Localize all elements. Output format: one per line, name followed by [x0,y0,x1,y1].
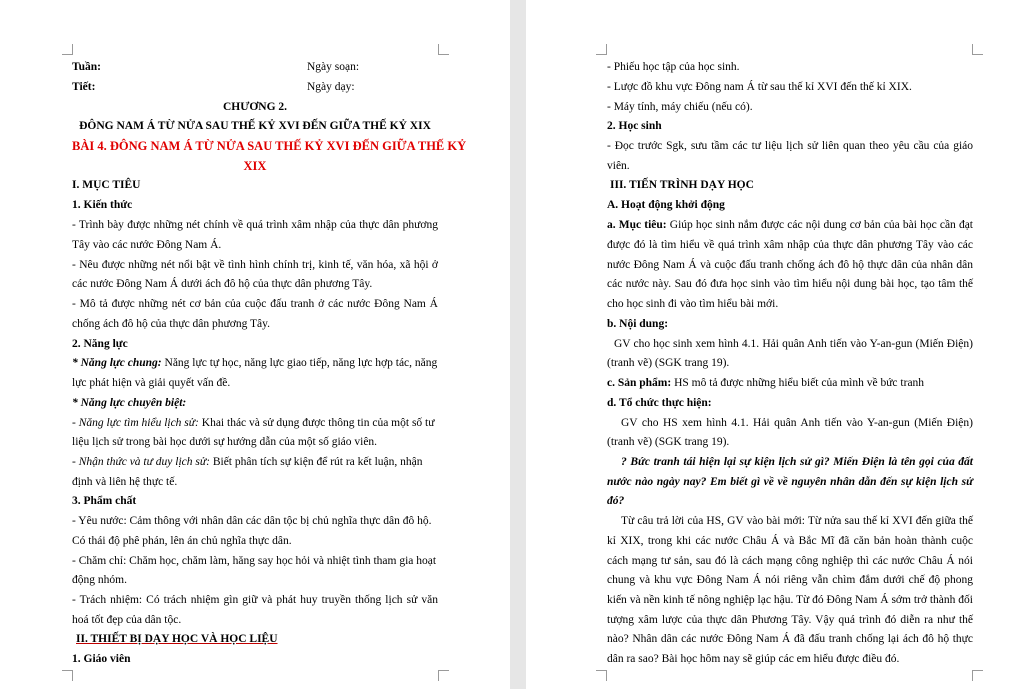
inline-label: - Năng lực tìm hiểu lịch sử: [72,417,199,429]
subsection-heading: 2. Học sinh [607,120,662,132]
paragraph-line: - Chăm chỉ: Chăm học, chăm làm, hăng say học hỏi và nhiệt tình tham gia hoạt [72,555,437,567]
paragraph-line: (tranh vẽ) (SGK trang 19). [607,436,730,448]
paragraph-line: nước Đông Nam Á và cuộc đấu tranh chống ách đô hộ thực dân của nhân dân [607,259,973,271]
paragraph-line: chung và khu vực Đông Nam Á nói riêng vẫn chìm đắm dưới chế độ phong [607,574,973,586]
paragraph-line: GV cho học sinh xem hình 4.1. Hải quân Anh tiến vào Y-an-gun (Miến Điện) [614,338,973,350]
question-line: nước nào ngày nay? Em biết gì về về nguyên nhân dẫn đến sự kiện lịch sử [607,476,973,488]
paragraph-line: liệu lịch sử trong bài học dưới sự hướng dẫn của một số giáo viên. [72,436,378,448]
paragraph-line [607,218,973,232]
question-line: ? Bức tranh tái hiện lại sự kiện lịch sử gì? Miến Điện là tên gọi của đất [621,456,973,468]
paragraph-line [72,416,434,430]
margin-corner-mark [972,44,983,55]
subsection-heading: 1. Giáo viên [72,653,131,665]
inline-label: * Năng lực chuyên biệt: [72,397,187,409]
paragraph-line: chống ách đô hộ của thực dân phương Tây. [72,318,271,330]
teach-date-label: Ngày dạy: [307,81,355,93]
period-label: Tiết: [72,81,96,93]
paragraph-line: cách mạng tư sản, sau đó là cách mạng công nghiệp thì các nước Châu Á nói [607,555,973,567]
paragraph-line: - Trình bày được những nét chính về quá trình xâm nhập của thực dân phương [72,219,438,231]
prep-date-label: Ngày soạn: [307,61,360,73]
margin-corner-mark [596,44,607,55]
paragraph-line: Từ câu trả lời của HS, GV vào bài mới: Từ nửa sau thế kỉ XVI đến giữa thế [621,515,973,527]
paragraph-line: GV cho HS xem hình 4.1. Hải quân Anh tiến vào Y-an-gun (Miến Điện) [621,417,973,429]
document-page-left [0,0,510,689]
paragraph-line: định và liên hệ thực tế. [72,476,178,488]
paragraph-line: - Phiếu học tập của học sinh. [607,61,740,73]
paragraph-line: các nước này. Sau đó đưa học sinh vào tìm hiểu nội dung bài học, tạo tâm thế [607,278,973,290]
paragraph-line: - Nêu được những nét nổi bật về tình hình chính trị, kinh tế, văn hóa, xã hội ở [72,259,438,271]
paragraph-line: các nước Đông Nam Á dưới ách đô hộ của thực dân phương Tây. [72,278,373,290]
subsection-heading: A. Hoạt động khởi động [607,199,725,211]
inline-text: HS mô tả được những hiểu biết của mình về bức tranh [671,377,925,389]
subsection-heading: b. Nội dung: [607,318,669,330]
paragraph-line: được đó là tìm hiểu về quá trình xâm nhập của thực dân phương Tây vào các [607,239,973,251]
paragraph-line [72,356,437,370]
margin-corner-mark [438,670,449,681]
margin-corner-mark [438,44,449,55]
margin-corner-mark [62,670,73,681]
paragraph-line: - Yêu nước: Cảm thông với nhân dân các dân tộc bị chủ nghĩa thực dân đô hộ. [72,515,432,527]
subsection-heading: 3. Phẩm chất [72,495,137,507]
inline-label: c. Sản phẩm: [607,377,672,389]
chapter-heading: CHƯƠNG 2. [222,101,288,113]
subsection-heading: d. Tổ chức thực hiện: [607,397,712,409]
paragraph-line: dân ra sao? Bài học hôm nay sẽ giúp các em hiểu được điều đó. [607,653,900,665]
inline-label: - Nhận thức và tư duy lịch sử: [72,456,210,468]
paragraph-line [72,455,423,469]
paragraph-line: kiến và nền kinh tế nông nghiệp lạc hậu. Từ đó Đông Nam Á sớm trở thành đối [607,594,973,606]
inline-text: Biết phân tích sự kiện để rút ra kết luận, nhận [209,456,423,468]
paragraph-line: Có thái độ phê phán, lên án chủ nghĩa thực dân. [72,535,292,547]
inline-label: a. Mục tiêu: [607,219,667,231]
paragraph-line: lực phát hiện và giải quyết vấn đề. [72,377,231,389]
paragraph-line: hoá tốt đẹp của dân tộc. [72,614,182,626]
section-heading: III. TIẾN TRÌNH DẠY HỌC [610,179,754,191]
paragraph-line: cho học sinh đi vào tìm hiểu bài mới. [607,298,779,310]
document-page-right [526,0,1032,689]
paragraph-line: - Lược đồ khu vực Đông nam Á từ sau thế kỉ XVI đến thế kỉ XIX. [607,81,912,93]
margin-corner-mark [62,44,73,55]
subsection-heading: 2. Năng lực [72,338,128,350]
question-line: đó? [607,495,625,507]
margin-corner-mark [972,670,983,681]
chapter-title: ĐÔNG NAM Á TỪ NỬA SAU THẾ KỶ XVI ĐẾN GIỮA THẾ KỶ XIX [79,120,431,132]
lesson-title: BÀI 4. ĐÔNG NAM Á TỪ NỬA SAU THẾ KỶ XVI ĐẾN GIỮA THẾ KỶ [72,139,467,153]
paragraph-line: viên. [607,160,630,172]
paragraph-line: (tranh vẽ) (SGK trang 19). [607,357,730,369]
paragraph-line: - Trách nhiệm: Có trách nhiệm gìn giữ và phát huy truyền thống lịch sử văn [72,594,438,606]
week-label: Tuần: [72,61,101,73]
subsection-heading: 1. Kiến thức [72,199,133,211]
lesson-title-cont: XIX [243,159,267,173]
paragraph-line: - Đọc trước Sgk, sưu tầm các tư liệu lịch sử liên quan theo yêu cầu của giáo [607,140,973,152]
inline-text: Khai thác và sử dụng được thông tin của một số tư [198,417,435,429]
paragraph-line: nào? Nhân dân các nước Đông Nam Á đã đấu tranh chống lại ách đô hộ thực [607,633,973,645]
section-heading: I. MỤC TIÊU [72,179,141,191]
paragraph-line: - Mô tả được những nét cơ bản của cuộc đấu tranh ở các nước Đông Nam Á [72,298,438,310]
inline-label: * Năng lực chung: [72,357,162,369]
paragraph-line: kỉ XIX, trong khi các nước Châu Á và Bắc Mĩ đã căn bản hoàn thành cuộc [607,535,973,547]
paragraph-line: - Máy tính, máy chiếu (nếu có). [607,101,753,113]
paragraph-line: tượng xâm lược của thực dân Phương Tây. Vậy quá trình đó diễn ra như thế [607,614,973,626]
paragraph-line: Tây vào các nước Đông Nam Á. [72,239,222,251]
paragraph-line [607,376,924,390]
section-heading: II. THIẾT BỊ DẠY HỌC VÀ HỌC LIỆU [76,633,278,645]
paragraph-line: động nhóm. [72,574,127,586]
margin-corner-mark [596,670,607,681]
inline-text: Năng lực tự học, năng lực giao tiếp, năng lực hợp tác, năng [161,357,438,369]
inline-text: Giúp học sinh nắm được các nội dung cơ bản của bài học cần đạt [666,219,973,231]
